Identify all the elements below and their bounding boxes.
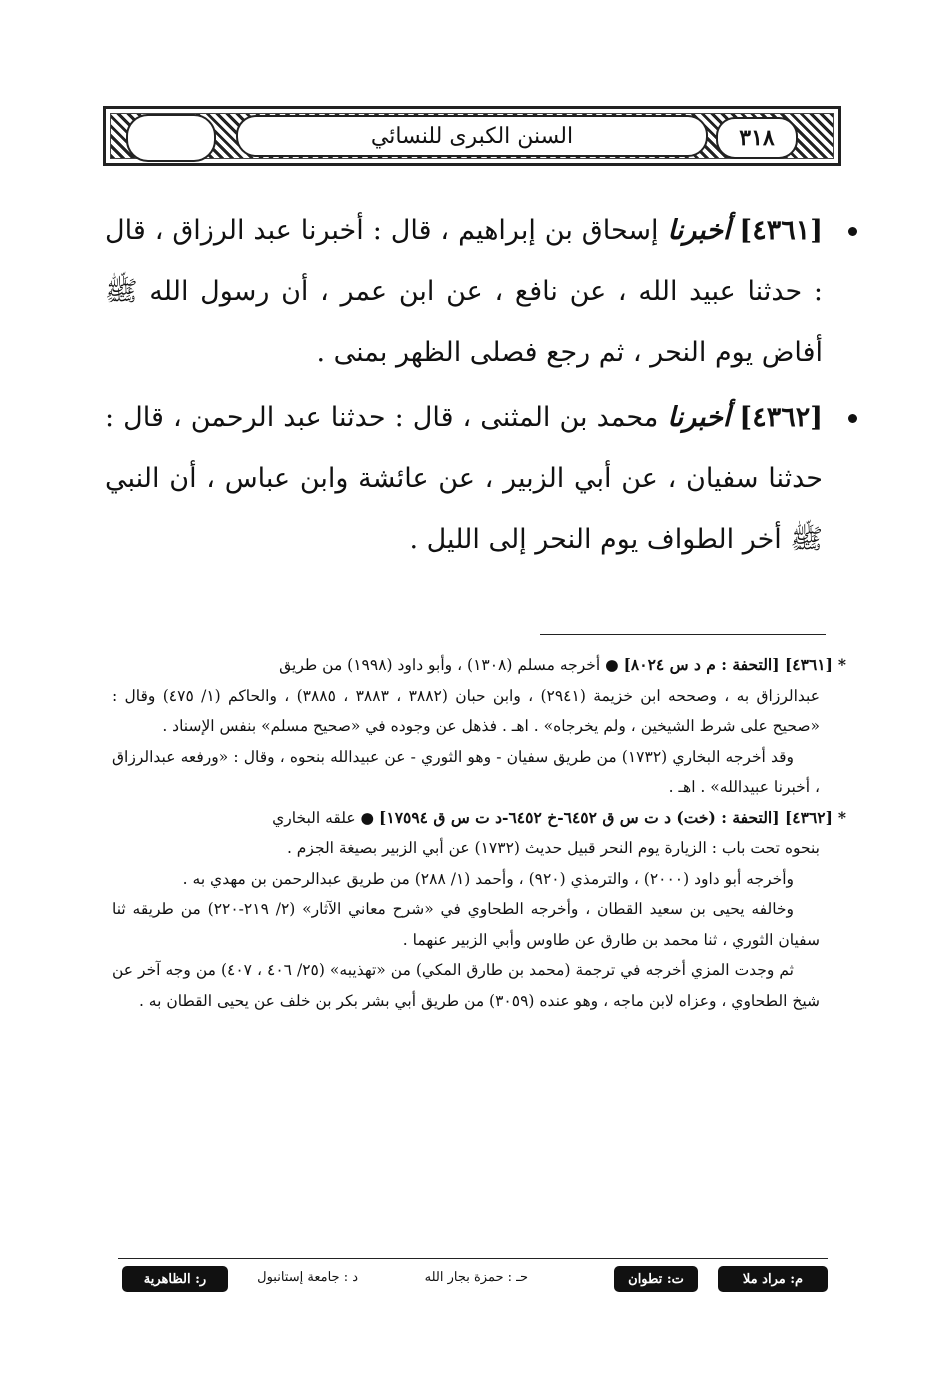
hadith-text: إسحاق بن إبراهيم ، قال : أخبرنا عبد الرزاق ، قال : حدثنا عبيد الله ، عن نافع ، عن ابن عمر ، أن رسول الله ﷺ أفاض يوم النحر ، ثم رجع فصلى الظهر بمنى . [105,215,823,368]
manuscript-sigla [118,1266,828,1296]
note-4361-p2: وقد أخرجه البخاري (١٧٣٢) من طريق سفيان - وهو الثوري - عن عبيدالله بنحوه ، وقال : «ورفعه عبدالرزاق ، أخبرنا عبيدالله» . اهـ . [112,747,820,796]
book-seal-logo [126,114,216,162]
siglum-r: ر: الظاهرية [122,1266,228,1292]
book-title: السنن الكبرى للنسائي [236,115,708,157]
note-4362-p2: وأخرجه أبو داود (٢٠٠٠) ، والترمذي (٩٢٠) ، وأحمد (١/ ٢٨٨) من طريق عبدالرحمن بن مهدي به . [182,869,794,888]
siglum-d: د : جامعة إستانبول [257,1270,358,1285]
hadith-opener: أخبرنا [667,215,731,246]
hadith-number: [٤٣٦١] [739,215,823,246]
siglum-t: ت: تطوان [614,1266,698,1292]
note-ref: [٤٣٦٢] [التحفة : (خت) د ت س ق ٦٤٥٢-خ ٦٤٥٢-د ت س ق ١٧٥٩٤] [379,807,833,827]
main-text [105,200,845,574]
siglum-h: حـ : حمزة بجار الله [424,1270,528,1285]
note-star: * [837,807,846,827]
footnote-divider [540,634,826,635]
page-number: ٣١٨ [716,117,798,159]
note-line: ● أخرجه مسلم (١٣٠٨) ، وأبو داود (١٩٩٨) من طريق [279,656,619,674]
footer-divider [118,1258,828,1259]
note-4362-p3: وخالفه يحيى بن سعيد القطان ، وأخرجه الطحاوي في «شرح معاني الآثار» (٢/ ٢١٩-٢٢٠) من طريقه ثنا سفيان الثوري ، ثنا محمد بن طارق عن طاوس وأبي الزبير عنهما . [112,900,820,949]
bullet-icon [848,414,857,423]
note-4361-p1: عبدالرزاق به ، وصححه ابن خزيمة (٢٩٤١) ، وابن حبان (٣٨٨٢ ، ٣٨٨٣ ، ٣٨٨٥) ، والحاكم (١/ ٤٧٥) وقال : «صحيح على شرط الشيخين ، ولم يخرجاه» . اهـ . فذهل عن وجوده في «صحيح مسلم» بنفس الإسناد . [112,686,820,735]
footnotes [112,650,846,1016]
hadith-opener: أخبرنا [667,402,731,433]
siglum-m: م: مراد ملا [718,1266,828,1292]
note-4362-p4: ثم وجدت المزي أخرجه في ترجمة (محمد بن طارق المكي) من «تهذيبه» (٢٥/ ٤٠٦ ، ٤٠٧) من وجه آخر عن شيخ الطحاوي ، وعزاه لابن ماجه ، وهو عنده (٣٠٥٩) من طريق أبي بشر بكر بن خلف عن يحيى القطان به . [112,961,820,1010]
hadith-4362 [105,387,845,570]
bullet-icon [848,227,857,236]
note-line: ● علقه البخاري [272,808,375,827]
page-header [103,106,841,166]
note-ref: [٤٣٦١] [التحفة : م د س ٨٠٢٤] [623,655,833,674]
hadith-text: محمد بن المثنى ، قال : حدثنا عبد الرحمن ، قال : حدثنا سفيان ، عن أبي الزبير ، عن عائشة وابن عباس ، أن النبي ﷺ أخر الطواف يوم النحر إلى الليل . [105,402,823,555]
note-star: * [837,655,846,674]
hadith-number: [٤٣٦٢] [739,402,823,433]
note-4361-head [112,650,846,681]
note-4362-head [112,803,846,834]
hadith-4361 [105,200,845,383]
note-4362-p1: بنحوه تحت باب : الزيارة يوم النحر قبيل حديث (١٧٣٢) عن أبي الزبير بصيغة الجزم . [286,839,820,857]
